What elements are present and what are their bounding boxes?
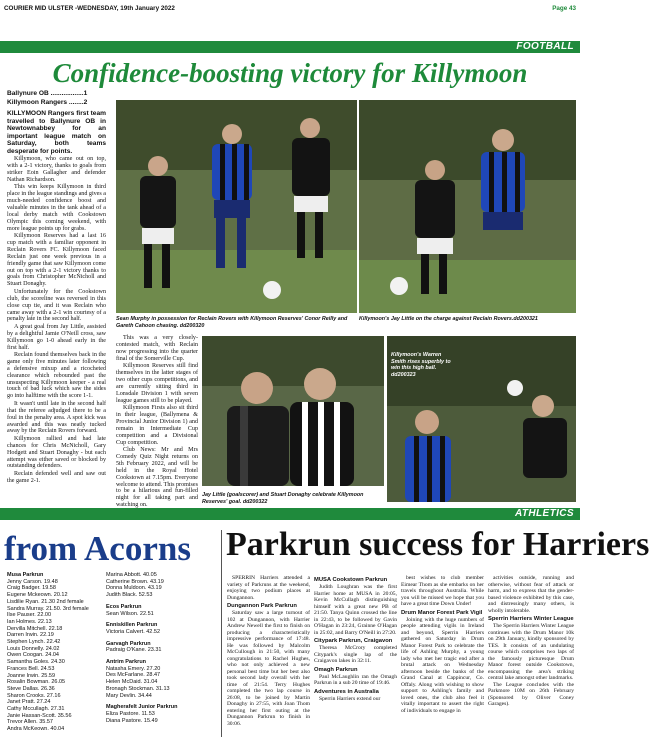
parkrun-subheading: Omagh Parkrun bbox=[314, 666, 358, 673]
result-row: Catherine Brown. 43.19 bbox=[106, 578, 164, 585]
result-row: Trevor Allen. 35.57 bbox=[7, 719, 53, 726]
caption-photo-4: Killymoon's Warren Smith rises superbly to win this high ball. dd200323 bbox=[391, 352, 451, 378]
results-list-left bbox=[7, 572, 107, 733]
result-row: Helen McDaid. 31.04 bbox=[106, 679, 158, 686]
results-heading: Garvagh Parkrun bbox=[106, 640, 151, 647]
parkrun-paragraph: Saturday saw a large turnout of 102 at Dungannon, with Harrier Andrew Newell the first to finish on producing a characteristically impressive performance of 17:48. He was followed by Malcolm McCullough in 21:50, with many congratulations to Rachel Hughes, who not only achieved a new personal best time but her best also took second lady overall with her time of 21:54. Terry Hughes completed the two lap course in 26:08, to be joined by Martin Donaghy in 27:55, with Joan Thom entering her first outing at the Dungannon Parkrun to finish in 30:06. bbox=[227, 610, 310, 727]
parkrun-subheading: MUSA Cookstown Parkrun bbox=[314, 577, 388, 583]
photo-reclain-vs-killymoon bbox=[116, 100, 357, 313]
parkrun-column-3 bbox=[401, 575, 484, 735]
section-label-athletics: ATHLETICS bbox=[515, 508, 574, 519]
result-away: Killymoon Rangers ........2 bbox=[7, 99, 88, 106]
result-row: Craig Badger. 19.58 bbox=[7, 585, 56, 592]
result-row: Eugene Mckeown. 20.12 bbox=[7, 592, 68, 599]
result-row: Padraig O'Kane. 23.31 bbox=[106, 647, 162, 654]
result-row: Donna Muldoon. 43.19 bbox=[106, 585, 162, 592]
article-left-column bbox=[7, 110, 106, 497]
section-band-athletics bbox=[0, 508, 580, 520]
result-row: Owen Coogan. 24.04 bbox=[7, 652, 59, 659]
result-row: Sean Wilson. 22.51 bbox=[106, 610, 154, 617]
results-heading: Antrim Parkrun bbox=[106, 659, 147, 666]
parkrun-subheading: Sperrin Harriers Winter League bbox=[488, 616, 574, 622]
parkrun-paragraph: Theresa McCrory completed Citypark's single lap of the Craigavon lakes in 32:11. bbox=[314, 645, 397, 664]
caption-photo-1: Sean Murphy in possession for Reclain Rovers with Killymoon Reserves' Conor Reilly and Gareth Cahoon chasing. dd200320 bbox=[116, 316, 348, 329]
result-row: Andra McKeown. 40.04 bbox=[7, 726, 65, 733]
result-row: Rosalin Bowman. 26.05 bbox=[7, 679, 66, 686]
result-row: Frances Bell. 24.53 bbox=[7, 665, 55, 672]
result-row: Diana Pastore. 15.49 bbox=[106, 717, 158, 724]
section-band-football bbox=[0, 41, 580, 53]
parkrun-paragraph: SPERRIN Harriers attended a variety of Parkruns at the weekend, enjoying two podium places at Dungannon. bbox=[227, 575, 310, 601]
article-paragraph: Killymoon, who came out on top, with a 2-1 victory, thanks to goals from striker Eoin Gallagher and defender Nathan Richardson. bbox=[7, 156, 106, 183]
article-paragraph: Killymoon Firsts also sit third in their league, (Ballymena & Provincial Junior Division 1) and remain in Intermediate Cup competition and a Divisional Cup competition. bbox=[116, 405, 198, 446]
article-paragraph: Reclain found themselves back in the game only five minutes later following a defensive mixup and a ricocheted clearance which rebounded past the unsuspecting Killymoon keeper - a real touch of bad luck which saw the sides go into halftime with the score 1-1. bbox=[7, 351, 106, 400]
results-heading: Magherafelt Junior Parkrun bbox=[106, 704, 178, 711]
parkrun-column-2 bbox=[314, 575, 397, 735]
parkrun-paragraph: Paul McLaughlin ran the Omagh Parkrun in a sub 20 time of 19:46. bbox=[314, 673, 397, 686]
result-row: Victoria Calvert. 42.52 bbox=[106, 628, 161, 635]
masthead bbox=[4, 3, 576, 14]
article-paragraph: A great goal from Jay Little, assisted by a delightful Jamie O'Neill cross, saw Killymoon go 1-0 ahead early in the first half. bbox=[7, 323, 106, 351]
masthead-date: COURIER MID ULSTER -WEDNESDAY, 19th January 2022 bbox=[4, 5, 175, 12]
result-row: Ian Holmes. 22.13 bbox=[7, 618, 52, 625]
results-heading: Ecos Parkrun bbox=[106, 603, 142, 610]
result-row: Lisdilie Ryan. 21.30 2nd female bbox=[7, 598, 84, 605]
article-paragraph: Club News: Mr and Mrs Comedy Quiz Night returns on 5th February 2022, and will be held in the Royal Hotel Cookstown at 7.15pm. Everyone welcome to attend. This promises to be a hilarious and fun-filled night for all taking part and watching on. bbox=[116, 447, 198, 509]
result-row: Sharon Crooks. 27.16 bbox=[7, 692, 61, 699]
caption-photo-3: Jay Little (goalscorer) and Stuart Donaghy celebrate Killymoon Reserves' goal. dd200322 bbox=[202, 492, 364, 505]
parkrun-subheading: Adventures in Australia bbox=[314, 688, 379, 695]
results-list-right bbox=[106, 572, 218, 724]
result-row: Darren Irwin. 22.19 bbox=[7, 632, 54, 639]
article-paragraph: This win keeps Killymoon in third place in the league standings and gives a much-needed confidence boost and valuable minutes in the tank ahead of a local derby match with Cookstown Olympic this coming weekend, with more league points up for grabs. bbox=[7, 184, 106, 232]
result-row: Marina Abbott. 40.05 bbox=[106, 572, 157, 578]
photo-jay-little-charge bbox=[359, 100, 576, 313]
column-divider bbox=[221, 530, 222, 737]
result-row: Dervilla Mitchell. 22.18 bbox=[7, 625, 63, 632]
result-row: Ilse Pauser. 22.00 bbox=[7, 612, 52, 619]
result-row: Judith Black. 52.53 bbox=[106, 592, 153, 599]
result-row: Janet Pratt. 27.24 bbox=[7, 699, 51, 706]
parkrun-subheading: Dungannon Park Parkrun bbox=[227, 603, 297, 609]
parkrun-paragraph: The Sperrin Harriers Winter League continues with the Drum Manor 10k on 29th January, kindly sponsored by TES. It consists of an undulating course which comprises two laps of the famously picturesque Drum Manor forest outside Cookstown, encompassing the area's striking central lake amongst other landmarks. bbox=[488, 623, 574, 681]
result-row: Sandra Murray. 21.50. 3rd female bbox=[7, 605, 89, 612]
result-row: Bronagh Stockman. 31.13 bbox=[106, 685, 170, 692]
result-row: Eliza Pastore. 11.53 bbox=[106, 710, 155, 717]
result-row: Steve Dallas. 26.36 bbox=[7, 685, 55, 692]
article-paragraph: Reclain defended well and saw out the game 2-1. bbox=[7, 470, 106, 484]
parkrun-paragraph: best wishes to club member Eimear Thom as she embarks on her travels throughout Australia. While you will be missed we hope that you have a great time Down Under! bbox=[401, 575, 484, 607]
result-row: Des McFarlane. 28.47 bbox=[106, 672, 161, 679]
result-row: Janie Hassan-Scott. 35.56 bbox=[7, 712, 72, 719]
parkrun-paragraph: The League concludes with the Parkmore 10M on 26th February (Sponsored by Oliver Coney Garages). bbox=[488, 681, 574, 707]
results-heading: Enniskillen Parkrun bbox=[106, 622, 158, 629]
parkrun-paragraph: activities outside, running and otherwise, without fear of attack or harm, and to express that the gender-based violence exhibited by this case, and distressingly many others, is wholly intolerable. bbox=[488, 575, 574, 614]
page-number: Page 43 bbox=[552, 5, 576, 12]
results-heading: Musa Parkrun bbox=[7, 572, 44, 578]
result-row: Louis Donnelly. 24.02 bbox=[7, 645, 60, 652]
result-home: Ballynure OB ..................1 bbox=[7, 90, 88, 97]
article-paragraph: Killymoon rallied and had late chances for Chris McNicholl, Gary Hodgett and Stuart Donaghy - but each attempt was either saved or blocked by outstanding defenders. bbox=[7, 435, 106, 470]
photo-goal-celebration bbox=[202, 336, 384, 486]
article-paragraph: It wasn't until late in the second half that the referee adjudged there to be a foul in the penalty area. A spot kick was awarded and this was neatly tucked away by the Reclain Rovers forward. bbox=[7, 400, 106, 435]
section-label-football: FOOTBALL bbox=[516, 41, 574, 52]
caption-photo-2: Killymoon's Jay Little on the charge against Reclain Rovers.dd200321 bbox=[359, 316, 538, 322]
headline: Confidence-boosting victory for Killymoon bbox=[52, 58, 528, 88]
article-paragraph: Killymoon Reserves still find themselves in the latter stages of two other cups competitions, and are currently sitting third in Lonsdale Division 1 with seven league games still to be played. bbox=[116, 363, 198, 404]
parkrun-paragraph: Judith Loughran was the first Harrier home at MUSA in 20:05, Kevin McCullagh distinguishing himself with a great new PB of 21:50. Tanya Quinn crossed the line in 22:43, to be followed by Gavin O'Hagan in 23:24, Grainne O'Hagan in 25:02, and Barry O'Neill in 27:20. bbox=[314, 584, 397, 636]
result-row: Stephen Lynch. 22.42 bbox=[7, 639, 61, 646]
parkrun-paragraph: Sperrin Harriers extend our bbox=[319, 695, 381, 702]
parkrun-subheading: Citypark Parkrun, Craigavon bbox=[314, 638, 393, 644]
parkrun-paragraph: Joining with the huge numbers of people attending vigils in Ireland and beyond, Sperrin Harriers gathered on Saturday in Drum Manor Forest Park to celebrate the life of Ashling Murphy, a young lady who met her tragic end after a brutal attack on Wednesday afternoon beside the banks of the Grand Canal at Cappincur, Co. Offaly. Along with wishing to show support to Ashling's family and loved ones, the club also feel it vitally important to assert the right of individuals to engage in bbox=[401, 616, 484, 714]
parkrun-column-4 bbox=[488, 575, 574, 735]
article-paragraph: Killymoon Reserves had a last 16 cup match with a familiar opponent in Reclain Rovers FC. Killymoon faced Reclain just one week previous in a friendly game that saw Killymoon come out on top with a 2-1 victory thanks to goals from Christopher McNicholl and Stuart Donaghy. bbox=[7, 233, 106, 288]
result-row: Natasha Emery. 27.20 bbox=[106, 665, 161, 672]
result-row: Samantha Goles. 24.30 bbox=[7, 659, 65, 666]
article-paragraph: This was a very closely-contested match, with Reclain now progressing into the quarter final of the Somerville Cup. bbox=[116, 335, 198, 362]
acorns-headline: from Acorns bbox=[4, 529, 191, 568]
article-paragraph: KILLYMOON Rangers first team travelled to Ballynure OB in Newtownabbey for an important league match on Saturday, both teams desperate for points. bbox=[7, 110, 106, 155]
parkrun-column-1 bbox=[227, 575, 310, 735]
article-middle-column bbox=[116, 335, 198, 509]
article-paragraph: Unfortunately for the Cookstown club, the scoreline was reversed in this close cup tie, and it was Reclain who came away with a 2-1 win courtesy of a penalty late in the second half. bbox=[7, 288, 106, 323]
parkrun-headline: Parkrun success for Harriers bbox=[226, 526, 649, 563]
result-row: Jenny Carson. 19.48 bbox=[7, 578, 58, 585]
result-row: Mary Devlin. 34.44 bbox=[106, 692, 152, 699]
parkrun-subheading: Drum Manor Forest Park Vigil bbox=[401, 609, 483, 616]
result-row: Joanne Irwin. 25.59 bbox=[7, 672, 56, 679]
result-row: Cathy Mccullagh. 27.31 bbox=[7, 706, 65, 713]
